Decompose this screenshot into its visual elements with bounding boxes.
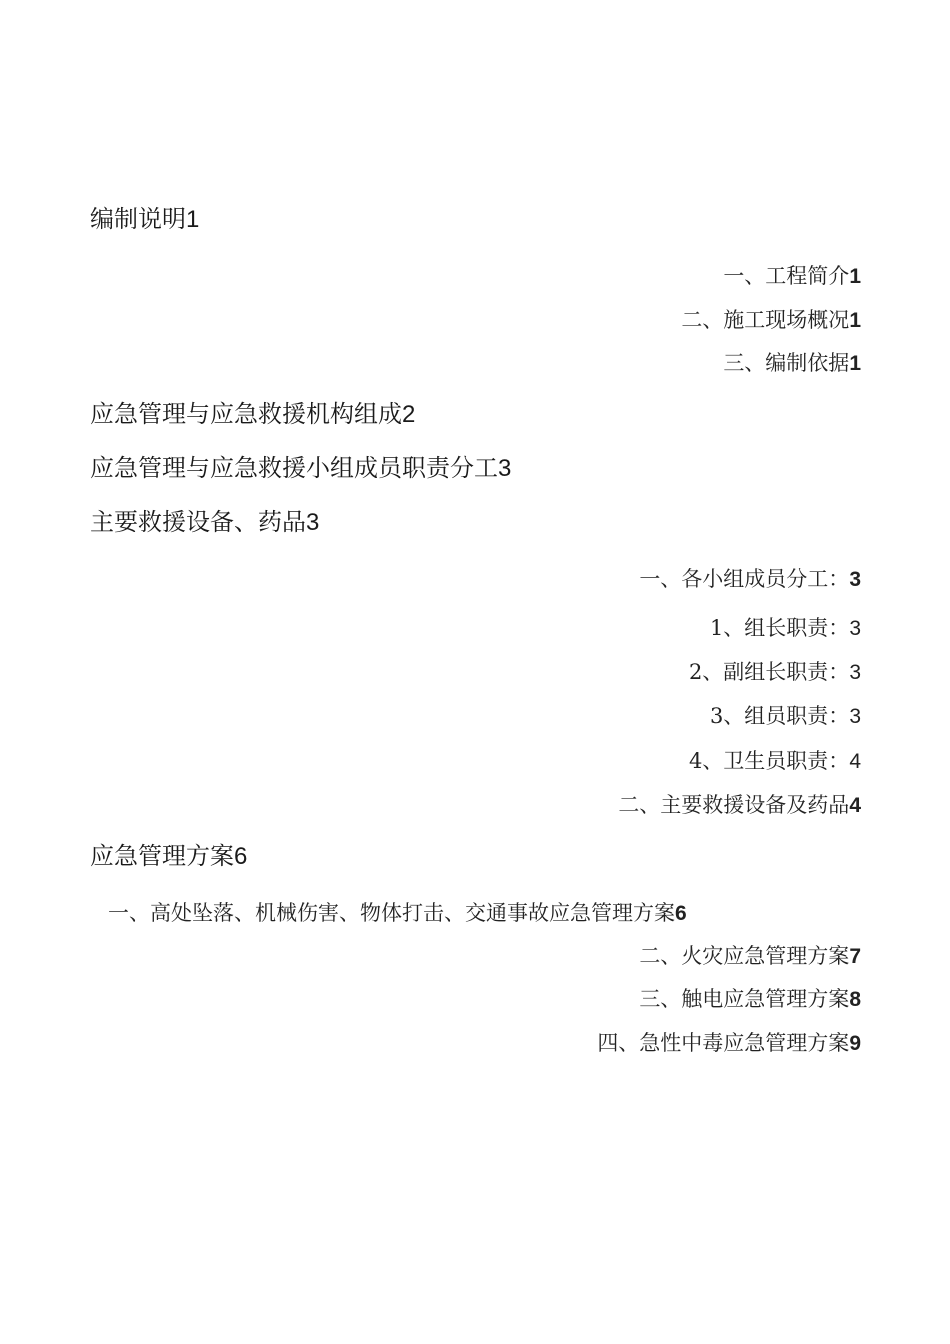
toc-entry[interactable] bbox=[639, 569, 861, 590]
toc-entry-page: 1 bbox=[186, 206, 200, 233]
toc-entry-page: 6 bbox=[234, 843, 248, 870]
toc-entry-label: 主要救援设备、药品 bbox=[90, 508, 306, 536]
toc-entry[interactable] bbox=[689, 662, 861, 683]
toc-entry-label: 4、卫生员职责： bbox=[688, 749, 850, 773]
toc-entry[interactable] bbox=[90, 207, 199, 232]
toc-entry-label: 四、急性中毒应急管理方案 bbox=[597, 1031, 850, 1055]
toc-entry[interactable] bbox=[723, 266, 861, 287]
toc-entry-label: 应急管理方案 bbox=[90, 842, 234, 870]
toc-entry-page: 6 bbox=[675, 902, 687, 925]
toc-entry-page: 1 bbox=[849, 309, 861, 332]
toc-entry[interactable] bbox=[90, 844, 247, 869]
toc-entry-label: 一、工程简介 bbox=[723, 264, 850, 288]
toc-entry-label: 应急管理与应急救援机构组成 bbox=[90, 400, 402, 428]
toc-entry-page: 1 bbox=[849, 352, 861, 375]
toc-entry-page: 3 bbox=[306, 509, 320, 536]
toc-entry-page: 1 bbox=[849, 265, 861, 288]
toc-entry-label: 应急管理与应急救援小组成员职责分工 bbox=[90, 454, 498, 482]
toc-entry-label: 二、火灾应急管理方案 bbox=[639, 944, 850, 968]
toc-entry-label: 三、编制依据 bbox=[723, 351, 850, 375]
toc-entry[interactable] bbox=[710, 618, 861, 639]
toc-entry[interactable] bbox=[723, 353, 861, 374]
toc-entry-label: 三、触电应急管理方案 bbox=[639, 987, 850, 1011]
toc-entry[interactable] bbox=[618, 795, 861, 816]
toc-entry[interactable] bbox=[108, 903, 687, 924]
toc-entry-page: 4 bbox=[849, 794, 861, 817]
toc-entry[interactable] bbox=[639, 946, 861, 967]
toc-entry-page: 3 bbox=[498, 455, 512, 482]
toc-entry[interactable] bbox=[710, 706, 861, 727]
toc-entry[interactable] bbox=[689, 751, 861, 772]
toc-entry-label: 一、各小组成员分工： bbox=[639, 567, 850, 591]
toc-entry-label: 3、组员职责： bbox=[709, 704, 850, 728]
toc-entry[interactable] bbox=[597, 1033, 861, 1054]
toc-entry[interactable] bbox=[90, 510, 319, 535]
toc-entry-page: 9 bbox=[849, 1032, 861, 1055]
toc-entry-label: 一、高处坠落、机械伤害、物体打击、交通事故应急管理方案 bbox=[108, 901, 675, 925]
toc-entry-label: 2、副组长职责： bbox=[688, 660, 850, 684]
toc-entry-page: 4 bbox=[849, 750, 861, 773]
toc-entry-page: 3 bbox=[849, 617, 861, 640]
toc-entry-page: 8 bbox=[849, 988, 861, 1011]
toc-entry[interactable] bbox=[90, 402, 415, 427]
toc-entry[interactable] bbox=[681, 310, 861, 331]
toc-entry[interactable] bbox=[90, 456, 511, 481]
toc-entry-label: 编制说明 bbox=[90, 205, 186, 233]
toc-entry-page: 2 bbox=[402, 401, 416, 428]
toc-entry-page: 3 bbox=[849, 661, 861, 684]
toc-entry[interactable] bbox=[639, 989, 861, 1010]
toc-entry-page: 7 bbox=[849, 945, 861, 968]
toc-entry-label: 二、主要救援设备及药品 bbox=[618, 793, 850, 817]
toc-entry-page: 3 bbox=[849, 568, 861, 591]
toc-entry-label: 二、施工现场概况 bbox=[681, 308, 850, 332]
toc-entry-page: 3 bbox=[849, 705, 861, 728]
toc-entry-label: 1、组长职责： bbox=[709, 616, 850, 640]
